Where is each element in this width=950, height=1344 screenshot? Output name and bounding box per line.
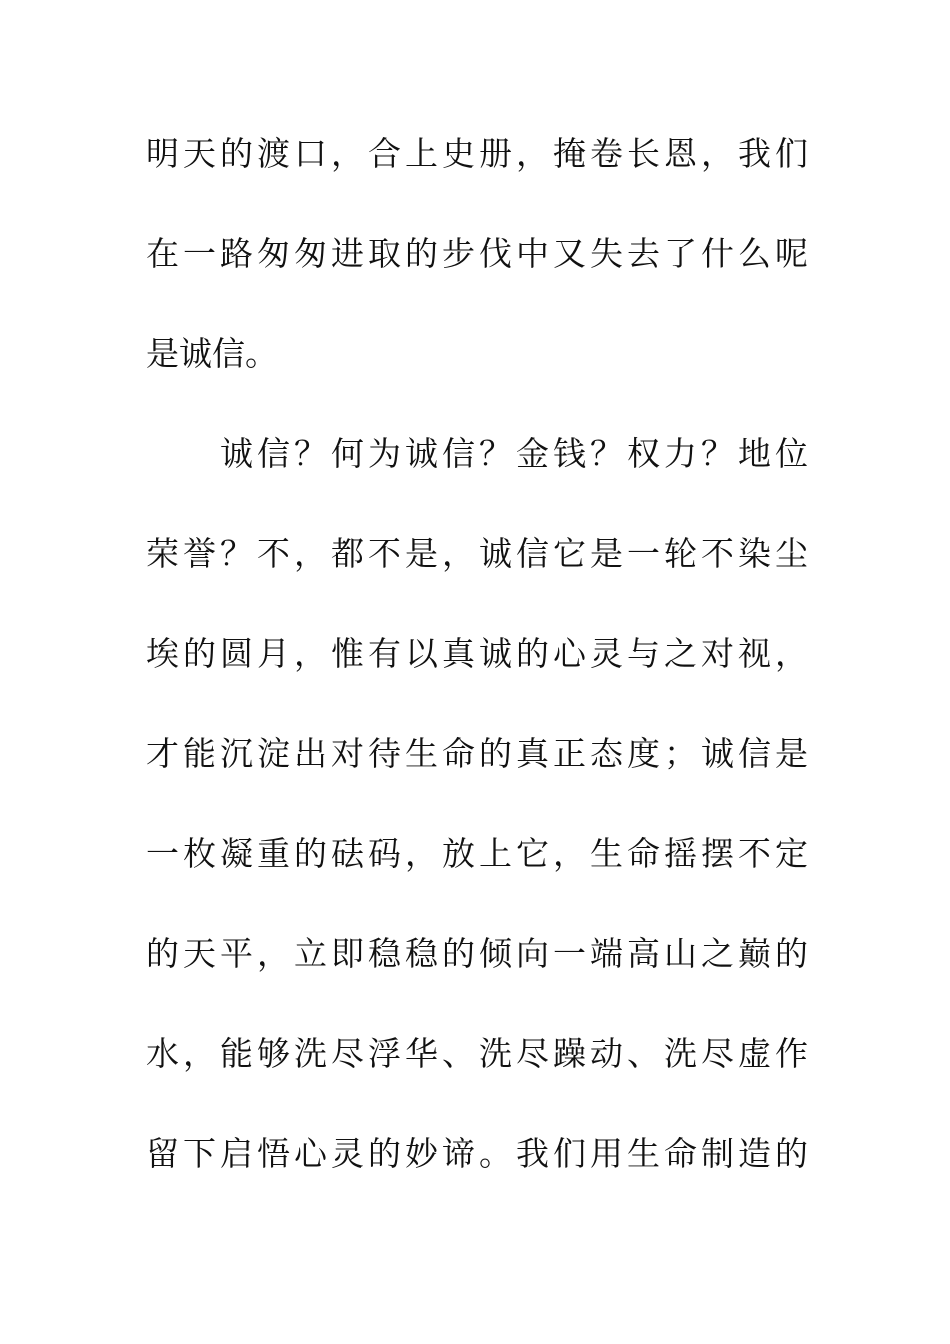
text-line-8: 一枚凝重的砝码，放上它，生命摇摆不定 bbox=[146, 834, 808, 873]
text-line-9: 的天平，立即稳稳的倾向一端高山之巅的 bbox=[146, 934, 808, 973]
text-line-3: 是诚信。 bbox=[146, 334, 278, 373]
text-line-6: 埃的圆月，惟有以真诚的心灵与之对视， bbox=[146, 634, 808, 673]
text-line-2: 在一路匆匆进取的步伐中又失去了什么呢 bbox=[146, 234, 808, 273]
text-line-11: 留下启悟心灵的妙谛。我们用生命制造的 bbox=[146, 1134, 808, 1173]
body-text bbox=[146, 122, 808, 1222]
text-line-7: 才能沉淀出对待生命的真正态度；诚信是 bbox=[146, 734, 808, 773]
text-line-5: 荣誉？不，都不是，诚信它是一轮不染尘 bbox=[146, 534, 808, 573]
text-line-10: 水，能够洗尽浮华、洗尽躁动、洗尽虚作 bbox=[146, 1034, 808, 1073]
text-line-1: 明天的渡口，合上史册，掩卷长恩，我们 bbox=[146, 134, 808, 173]
text-line-4: 诚信？何为诚信？金钱？权力？地位 bbox=[220, 434, 808, 473]
